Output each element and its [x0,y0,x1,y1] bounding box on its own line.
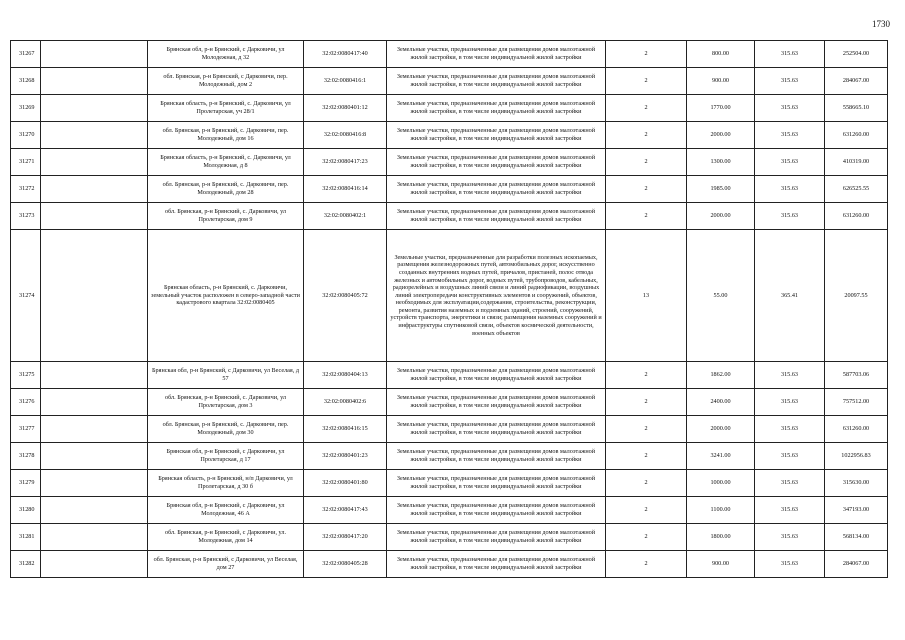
row-id: 31276 [11,389,41,416]
blank-cell [41,176,148,203]
cadastral-number-cell: 32:02:0080416:15 [304,416,387,443]
address-cell: Брянская обл, р-н Брянский, с Дарковичи, ул Молодежная, 46 А [148,497,304,524]
address-cell: обл. Брянская, р-н Брянский, с. Дарковичи, пер. Молодежный, дом 30 [148,416,304,443]
cadastral-number-cell: 32:02:0080405:28 [304,551,387,578]
row-id: 31279 [11,470,41,497]
blank-cell [41,95,148,122]
area-cell: 2400.00 [687,389,755,416]
land-purpose-cell: Земельные участки, предназначенные для размещения домов малоэтажной жилой застройки, в том числе индивидуальной жилой застройки [387,497,606,524]
area-cell: 2000.00 [687,122,755,149]
blank-cell [41,443,148,470]
cadastral-value-cell: 631260.00 [825,122,888,149]
area-cell: 2000.00 [687,416,755,443]
row-id: 31268 [11,68,41,95]
cadastral-value-cell: 626525.55 [825,176,888,203]
cadastral-value-cell: 315630.00 [825,470,888,497]
row-id: 31274 [11,230,41,362]
land-purpose-cell: Земельные участки, предназначенные для размещения домов малоэтажной жилой застройки, в том числе индивидуальной жилой застройки [387,149,606,176]
group-cell: 2 [606,416,687,443]
land-purpose-cell: Земельные участки, предназначенные для размещения домов малоэтажной жилой застройки, в том числе индивидуальной жилой застройки [387,176,606,203]
table-row [11,497,888,524]
blank-cell [41,362,148,389]
cadastral-value-cell: 284067.00 [825,551,888,578]
row-id: 31277 [11,416,41,443]
table-body [11,41,888,578]
area-cell: 1985.00 [687,176,755,203]
group-cell: 2 [606,41,687,68]
cadastral-number-cell: 32:02:0080405:72 [304,230,387,362]
land-purpose-cell: Земельные участки, предназначенные для размещения домов малоэтажной жилой застройки, в том числе индивидуальной жилой застройки [387,95,606,122]
address-cell: Брянская область, р-н Брянский, с. Дарковичи, ул Пролетарская, уч 28/1 [148,95,304,122]
rate-cell: 315.63 [755,470,825,497]
cadastral-number-cell: 32:02:0080402:1 [304,203,387,230]
row-id: 31278 [11,443,41,470]
group-cell: 2 [606,389,687,416]
land-purpose-cell: Земельные участки, предназначенные для размещения домов малоэтажной жилой застройки, в том числе индивидуальной жилой застройки [387,470,606,497]
group-cell: 2 [606,95,687,122]
group-cell: 2 [606,497,687,524]
rate-cell: 315.63 [755,389,825,416]
blank-cell [41,230,148,362]
blank-cell [41,122,148,149]
rate-cell: 315.63 [755,176,825,203]
area-cell: 1862.00 [687,362,755,389]
table-row [11,68,888,95]
address-cell: обл. Брянская, р-н Брянский, с. Дарковичи, ул Пролетарская, дом 3 [148,389,304,416]
group-cell: 2 [606,470,687,497]
cadastral-value-table [10,40,888,578]
row-id: 31281 [11,524,41,551]
address-cell: Брянская обл, р-н Брянский, с Дарковичи, ул Пролетарская, д 17 [148,443,304,470]
table-row [11,443,888,470]
address-cell: обл. Брянская, р-н Брянский, с Дарковичи, ул. Молодежная, дом 14 [148,524,304,551]
rate-cell: 315.63 [755,524,825,551]
group-cell: 2 [606,203,687,230]
group-cell: 2 [606,443,687,470]
table-row [11,176,888,203]
group-cell: 2 [606,68,687,95]
row-id: 31271 [11,149,41,176]
rate-cell: 315.63 [755,443,825,470]
blank-cell [41,497,148,524]
address-cell: Брянская область, р-н Брянский, с. Дарковичи, ул Молодежная, д 8 [148,149,304,176]
cadastral-number-cell: 32:02:0080401:80 [304,470,387,497]
area-cell: 800.00 [687,41,755,68]
land-purpose-cell: Земельные участки, предназначенные для разработки полезных ископаемых, размещения железнодорожных путей, автомобильных дорог, искусственно созданных внутренних водных путей, причалов, пристаней, полос отвода железных и автомобильных дорог, водных путей, трубопроводов, кабельных, радиорелейных и воздушных линий связи и линий радиофикации, воздушных линий электропередачи конструктивных элементов и сооружений, объектов, необходимых для эксплуатации,содержания, строительства, реконструкции, ремонта, развития наземных и подземных зданий, строений, сооружений, устройств транспорта, энергетики и связи; размещения наземных сооружений и инфраструктуры спутниковой связи, объектов космической деятельности, военных объектов [387,230,606,362]
rate-cell: 315.63 [755,149,825,176]
land-purpose-cell: Земельные участки, предназначенные для размещения домов малоэтажной жилой застройки, в том числе индивидуальной жилой застройки [387,68,606,95]
cadastral-number-cell: 32:02:0080417:20 [304,524,387,551]
table-row [11,203,888,230]
cadastral-value-cell: 347193.00 [825,497,888,524]
cadastral-value-cell: 252504.00 [825,41,888,68]
row-id: 31282 [11,551,41,578]
land-purpose-cell: Земельные участки, предназначенные для размещения домов малоэтажной жилой застройки, в том числе индивидуальной жилой застройки [387,524,606,551]
land-purpose-cell: Земельные участки, предназначенные для размещения домов малоэтажной жилой застройки, в том числе индивидуальной жилой застройки [387,551,606,578]
blank-cell [41,416,148,443]
table-row [11,389,888,416]
rate-cell: 315.63 [755,95,825,122]
cadastral-value-cell: 757512.00 [825,389,888,416]
cadastral-value-cell: 568134.00 [825,524,888,551]
table-row [11,524,888,551]
land-purpose-cell: Земельные участки, предназначенные для размещения домов малоэтажной жилой застройки, в том числе индивидуальной жилой застройки [387,443,606,470]
cadastral-value-cell: 284067.00 [825,68,888,95]
table-row [11,362,888,389]
table-row [11,41,888,68]
table-row [11,149,888,176]
rate-cell: 315.63 [755,416,825,443]
address-cell: обл. Брянская, р-н Брянский, с Дарковичи, пер. Молодежный, дом 2 [148,68,304,95]
cadastral-number-cell: 32:02:0080401:23 [304,443,387,470]
area-cell: 1800.00 [687,524,755,551]
land-purpose-cell: Земельные участки, предназначенные для размещения домов малоэтажной жилой застройки, в том числе индивидуальной жилой застройки [387,41,606,68]
area-cell: 3241.00 [687,443,755,470]
land-purpose-cell: Земельные участки, предназначенные для размещения домов малоэтажной жилой застройки, в том числе индивидуальной жилой застройки [387,416,606,443]
row-id: 31275 [11,362,41,389]
blank-cell [41,68,148,95]
cadastral-value-cell: 410319.00 [825,149,888,176]
area-cell: 1300.00 [687,149,755,176]
table-row [11,470,888,497]
rate-cell: 315.63 [755,203,825,230]
blank-cell [41,524,148,551]
row-id: 31272 [11,176,41,203]
table-row [11,95,888,122]
rate-cell: 315.63 [755,362,825,389]
cadastral-value-cell: 20097.55 [825,230,888,362]
row-id: 31267 [11,41,41,68]
blank-cell [41,389,148,416]
cadastral-number-cell: 32:02:0080417:23 [304,149,387,176]
land-purpose-cell: Земельные участки, предназначенные для размещения домов малоэтажной жилой застройки, в том числе индивидуальной жилой застройки [387,122,606,149]
cadastral-value-cell: 558665.10 [825,95,888,122]
land-purpose-cell: Земельные участки, предназначенные для размещения домов малоэтажной жилой застройки, в том числе индивидуальной жилой застройки [387,389,606,416]
address-cell: обл. Брянская, р-н Брянский, с Дарковичи, ул Веселая, дом 27 [148,551,304,578]
area-cell: 900.00 [687,68,755,95]
row-id: 31270 [11,122,41,149]
address-cell: Брянская обл, р-н Брянский, с Дарковичи, ул Молодежная, д 32 [148,41,304,68]
cadastral-number-cell: 32:02:0080402:6 [304,389,387,416]
cadastral-value-cell: 631260.00 [825,203,888,230]
group-cell: 2 [606,551,687,578]
group-cell: 2 [606,176,687,203]
address-cell: обл. Брянская, р-н Брянский, с. Дарковичи, пер. Молодежный, дом 16 [148,122,304,149]
blank-cell [41,470,148,497]
table-row [11,416,888,443]
group-cell: 2 [606,362,687,389]
address-cell: Брянская обл, р-н Брянский, с Дарковичи, ул Веселая, д 57 [148,362,304,389]
cadastral-number-cell: 32:02:0080417:43 [304,497,387,524]
rate-cell: 315.63 [755,122,825,149]
rate-cell: 365.41 [755,230,825,362]
rate-cell: 315.63 [755,551,825,578]
address-cell: Брянская область, р-н Брянский, с. Дарковичи, земельный участок расположен в северо-западной части кадастрового квартала 32:02:0080405 [148,230,304,362]
row-id: 31269 [11,95,41,122]
area-cell: 55.00 [687,230,755,362]
address-cell: обл. Брянская, р-н Брянский, с. Дарковичи, ул Пролетарская, дом 9 [148,203,304,230]
cadastral-number-cell: 32:02:0080401:12 [304,95,387,122]
blank-cell [41,551,148,578]
row-id: 31280 [11,497,41,524]
table-row [11,230,888,362]
group-cell: 2 [606,122,687,149]
cadastral-number-cell: 32:02:0080416:8 [304,122,387,149]
address-cell: Брянская область, р-н Брянский, н/п Дарковичи, ул Пролетарская, д 30 б [148,470,304,497]
address-cell: обл. Брянская, р-н Брянский, с. Дарковичи, пер. Молодежный, дом 28 [148,176,304,203]
cadastral-value-cell: 587703.06 [825,362,888,389]
group-cell: 13 [606,230,687,362]
blank-cell [41,203,148,230]
table-row [11,551,888,578]
area-cell: 1770.00 [687,95,755,122]
table-row [11,122,888,149]
cadastral-value-cell: 631260.00 [825,416,888,443]
area-cell: 900.00 [687,551,755,578]
blank-cell [41,149,148,176]
page-number: 1730 [872,19,890,29]
row-id: 31273 [11,203,41,230]
cadastral-number-cell: 32:02:0080404:13 [304,362,387,389]
cadastral-number-cell: 32:02:0080417:40 [304,41,387,68]
area-cell: 2000.00 [687,203,755,230]
rate-cell: 315.63 [755,41,825,68]
cadastral-number-cell: 32:02:0080416:1 [304,68,387,95]
land-purpose-cell: Земельные участки, предназначенные для размещения домов малоэтажной жилой застройки, в том числе индивидуальной жилой застройки [387,203,606,230]
rate-cell: 315.63 [755,68,825,95]
blank-cell [41,41,148,68]
group-cell: 2 [606,149,687,176]
land-purpose-cell: Земельные участки, предназначенные для размещения домов малоэтажной жилой застройки, в том числе индивидуальной жилой застройки [387,362,606,389]
area-cell: 1100.00 [687,497,755,524]
cadastral-number-cell: 32:02:0080416:14 [304,176,387,203]
cadastral-value-cell: 1022956.83 [825,443,888,470]
group-cell: 2 [606,524,687,551]
area-cell: 1000.00 [687,470,755,497]
rate-cell: 315.63 [755,497,825,524]
